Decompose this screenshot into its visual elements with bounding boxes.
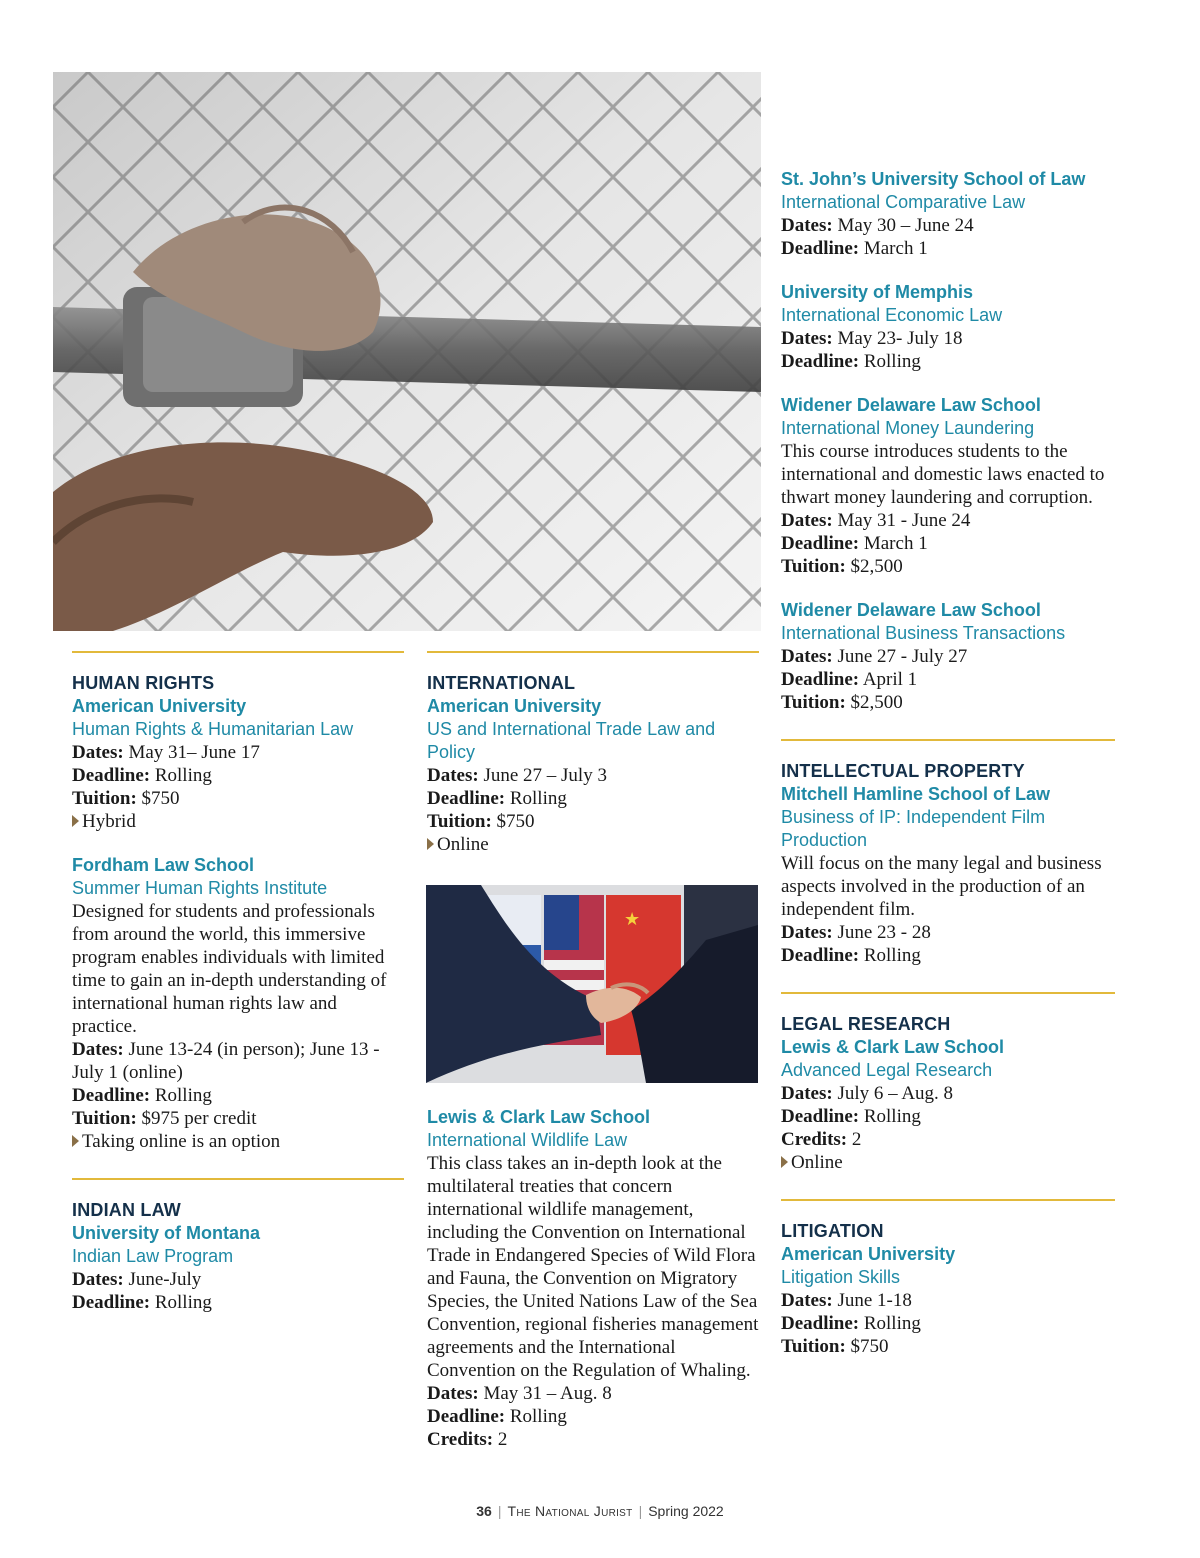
dates-line: Dates: May 31 – Aug. 8 — [427, 1383, 612, 1404]
dates-line: Dates: June 1-18 — [781, 1290, 912, 1311]
dates-line: Dates: June 13-24 (in person); June 13 - July 1 (online) — [72, 1039, 380, 1083]
deadline-line: Deadline: April 1 — [781, 669, 918, 690]
credits-line: Credits: 2 — [781, 1129, 862, 1150]
school-name: University of Montana — [72, 1223, 261, 1243]
school-name: Mitchell Hamline School of Law — [781, 784, 1051, 804]
school-name: Widener Delaware Law School — [781, 395, 1041, 415]
program-entry — [781, 599, 1115, 714]
left-column — [72, 651, 404, 1314]
deadline-line: Deadline: March 1 — [781, 238, 928, 259]
issue-label: Spring 2022 — [648, 1503, 724, 1519]
publication-name: The National Jurist — [507, 1503, 633, 1519]
school-name: Lewis & Clark Law School — [781, 1037, 1005, 1057]
course-name: International Money Laundering — [781, 418, 1035, 438]
school-name: University of Memphis — [781, 282, 974, 302]
right-column — [781, 168, 1115, 1358]
page-number: 36 — [476, 1503, 492, 1519]
dates-line: Dates: May 31– June 17 — [72, 742, 260, 763]
deadline-line: Deadline: Rolling — [427, 788, 567, 809]
deadline-line: Deadline: Rolling — [781, 1106, 921, 1127]
program-description: Will focus on the many legal and business aspects involved in the production of an independent film. — [781, 853, 1102, 920]
course-name: Advanced Legal Research — [781, 1060, 993, 1080]
school-name: Lewis & Clark Law School — [427, 1107, 651, 1127]
program-entry — [72, 854, 404, 1153]
course-name: Summer Human Rights Institute — [72, 878, 328, 898]
tuition-line: Tuition: $2,500 — [781, 556, 903, 577]
format-line: Online — [781, 1151, 1115, 1174]
handshake-photo — [426, 885, 758, 1083]
format-line: Online — [427, 833, 759, 856]
program-entry — [781, 394, 1115, 578]
program-entry — [781, 168, 1115, 260]
tuition-line: Tuition: $2,500 — [781, 692, 903, 713]
deadline-line: Deadline: Rolling — [781, 945, 921, 966]
school-name: American University — [72, 696, 247, 716]
credits-line: Credits: 2 — [427, 1429, 508, 1450]
page-footer: 36 | The National Jurist | Spring 2022 — [476, 1503, 724, 1519]
program-description: Designed for students and professionals from around the world, this immersive program enables individuals with limited time to gain an in-depth understanding of international human rights law and practice. — [72, 901, 387, 1037]
svg-text:★: ★ — [624, 909, 641, 930]
school-name: Fordham Law School — [72, 855, 255, 875]
program-entry — [781, 281, 1115, 373]
program-entry — [781, 760, 1115, 967]
tuition-line: Tuition: $750 — [427, 811, 535, 832]
dates-line: Dates: June 27 – July 3 — [427, 765, 607, 786]
tuition-line: Tuition: $750 — [781, 1336, 889, 1357]
deadline-line: Deadline: Rolling — [427, 1406, 567, 1427]
program-entry — [427, 695, 759, 856]
school-name: Widener Delaware Law School — [781, 600, 1041, 620]
course-name: Business of IP: Independent Film Production — [781, 807, 1046, 850]
school-name: St. John’s University School of Law — [781, 169, 1086, 189]
program-description: This class takes an in-depth look at the multilateral treaties that concern international wildlife management, including the Convention on International Trade in Endangered Species of Wild Flora and Fauna, the Convention on Migratory Species, the United Nations Law of the Sea Convention, regional fisheries management agreements and the International Convention on the Regulation of Whaling. — [427, 1153, 759, 1381]
dates-line: Dates: June 27 - July 27 — [781, 646, 968, 667]
course-name: US and International Trade Law and Policy — [427, 719, 716, 762]
category-heading: LEGAL RESEARCH — [781, 1014, 951, 1034]
format-line: Hybrid — [72, 810, 404, 833]
course-name: International Wildlife Law — [427, 1130, 628, 1150]
dates-line: Dates: July 6 – Aug. 8 — [781, 1083, 954, 1104]
dates-line: Dates: May 30 – June 24 — [781, 215, 974, 236]
dates-line: Dates: June-July — [72, 1269, 202, 1290]
category-heading: LITIGATION — [781, 1221, 884, 1241]
course-name: Indian Law Program — [72, 1246, 234, 1266]
fence-photo — [53, 72, 761, 631]
category-heading: INTELLECTUAL PROPERTY — [781, 761, 1025, 781]
deadline-line: Deadline: Rolling — [72, 1292, 212, 1313]
deadline-line: Deadline: March 1 — [781, 533, 928, 554]
program-entry — [72, 1199, 404, 1314]
deadline-line: Deadline: Rolling — [72, 1085, 212, 1106]
deadline-line: Deadline: Rolling — [781, 351, 921, 372]
deadline-line: Deadline: Rolling — [781, 1313, 921, 1334]
school-name: American University — [781, 1244, 956, 1264]
dates-line: Dates: May 23- July 18 — [781, 328, 963, 349]
tuition-line: Tuition: $975 per credit — [72, 1108, 257, 1129]
tuition-line: Tuition: $750 — [72, 788, 180, 809]
middle-column — [427, 651, 759, 856]
deadline-line: Deadline: Rolling — [72, 765, 212, 786]
category-heading: INTERNATIONAL — [427, 673, 576, 693]
program-description: This course introduces students to the international and domestic laws enacted to thwart money laundering and corruption. — [781, 441, 1105, 508]
course-name: International Comparative Law — [781, 192, 1026, 212]
program-entry — [781, 1013, 1115, 1174]
program-entry — [781, 1220, 1115, 1358]
category-heading: INDIAN LAW — [72, 1200, 181, 1220]
school-name: American University — [427, 696, 602, 716]
course-name: International Business Transactions — [781, 623, 1066, 643]
course-name: Litigation Skills — [781, 1267, 901, 1287]
dates-line: Dates: May 31 - June 24 — [781, 510, 971, 531]
category-heading: HUMAN RIGHTS — [72, 673, 215, 693]
program-entry — [427, 1106, 759, 1451]
course-name: International Economic Law — [781, 305, 1003, 325]
program-entry — [72, 695, 404, 833]
dates-line: Dates: June 23 - 28 — [781, 922, 931, 943]
middle-column-lower — [427, 1106, 759, 1451]
course-name: Human Rights & Humanitarian Law — [72, 719, 354, 739]
format-line: Taking online is an option — [72, 1130, 404, 1153]
